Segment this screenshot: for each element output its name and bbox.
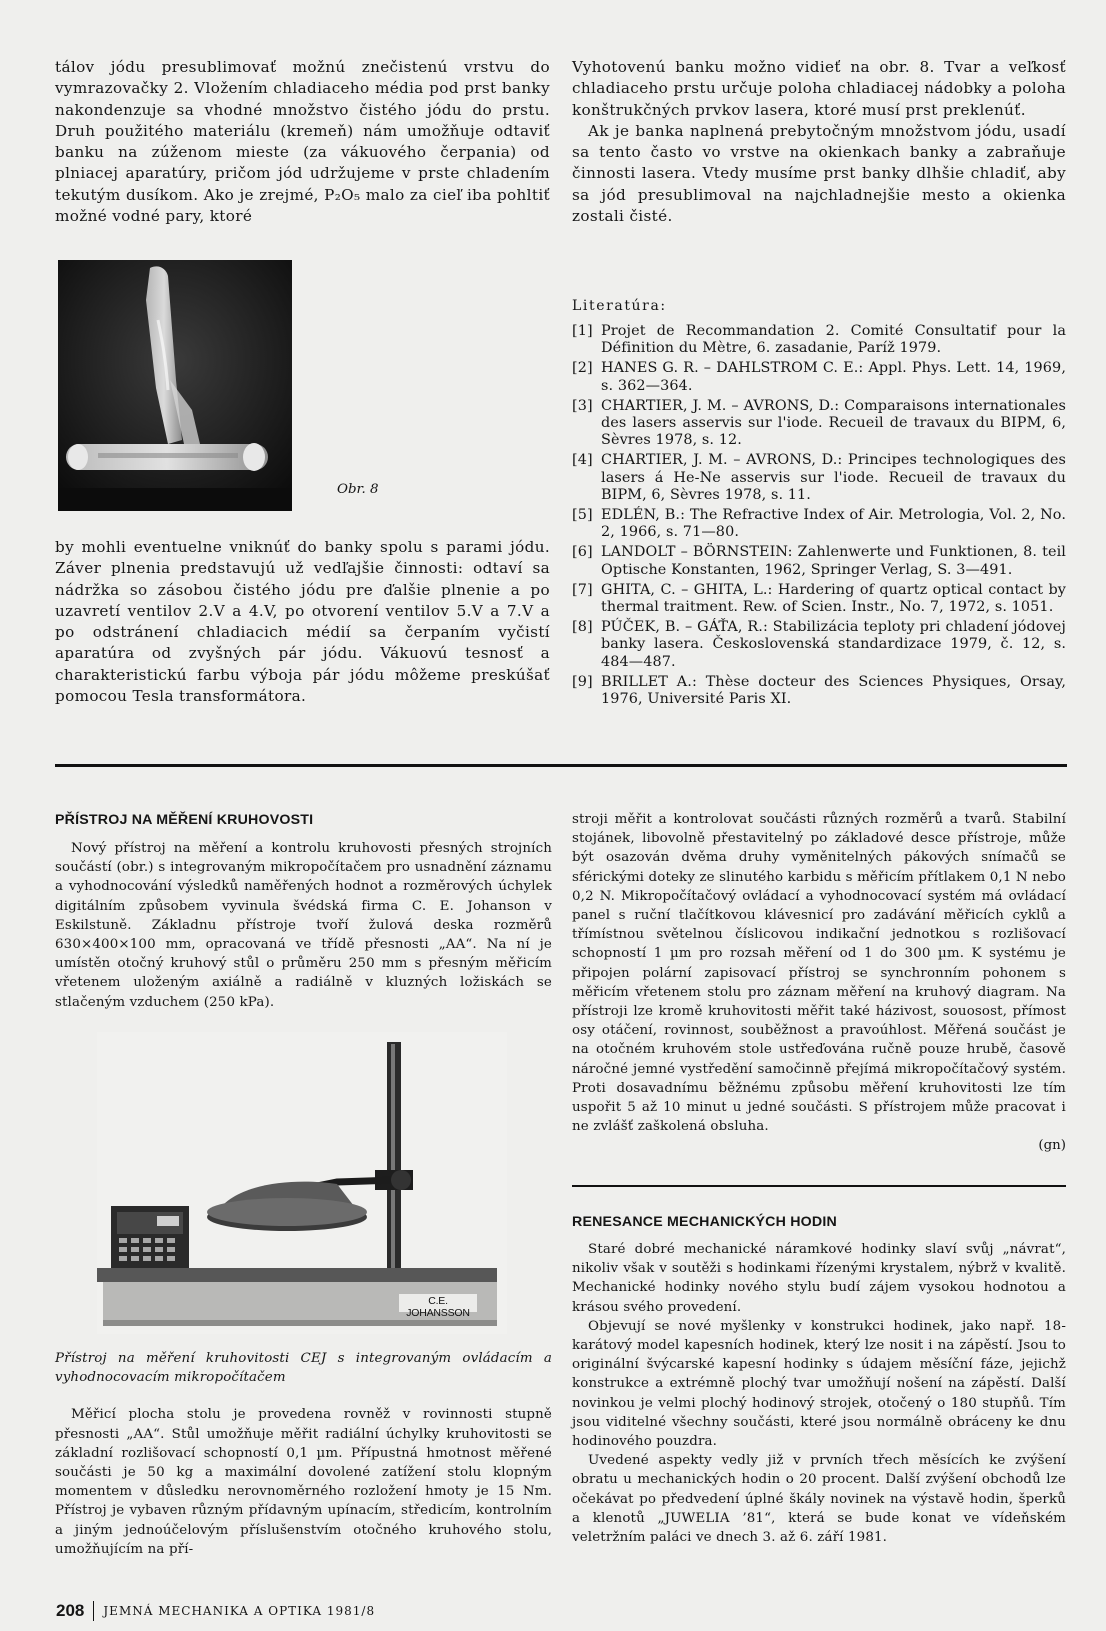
reference-number: [8]: [572, 619, 593, 636]
reference-number: [4]: [572, 452, 593, 469]
paragraph: Nový přístroj na měření a kontrolu kruhovosti přesných strojních součástí (obr.) s integrovaným mikropočítačem pro usnadnění záznamu a vyhodnocování výsledků naměřených hodnot a rozměrových úchylek digitálním způsobem vyvinula švédská firma C. E. Johanson v Eskilstuně. Základnu přístroje tvoří žulová deska rozměrů 630×400×100 mm, opracovaná ve třídě přesnosti „AA“. Na ní je umístěn otočný kruhový stůl o průměru 250 mm s přesným měřicím vřetenem uloženým axiálně a radiálně v kluzných ložiskách se stlačeným vzduchem (250 kPa).: [55, 841, 552, 1010]
literature-heading: Literatúra:: [572, 298, 667, 314]
reference-text: LANDOLT – BÖRNSTEIN: Zahlenwerte und Funktionen, 8. teil Optische Konstanten, 1962, Springer Verlag, S. 3—491.: [601, 544, 1066, 578]
reference-text: CHARTIER, J. M. – AVRONS, D.: Principes technologiques des lasers á He-Ne asservis sur l'iode. Recueil de travaux du BIPM, 6, Sèvres 1978, s. 11.: [601, 452, 1066, 503]
article-kruhovost-left: [55, 812, 552, 1012]
reference-number: [3]: [572, 397, 593, 414]
paragraph: Měřicí plocha stolu je provedena rovněž v rovinnosti stupně přesnosti „AA“. Stůl umožňuje měřit radiální úchylky kruhovitosti se základní rozlišovací schopností 0,1 µm. Přípustná hmotnost měřené součásti je 50 kg a maximální dovolené zatížení stolu klopným momentem v důsledku nerovnoměrného rozložení hmoty je 15 Nm. Přístroj je vybaven různým přídavným upínacím, středicím, kontrolním a jiným jednoúčelovým příslušenstvím otočného kruhového stolu, umožňujícím na pří-: [55, 1407, 552, 1557]
paragraph: Vyhotovenú banku možno vidieť na obr. 8. Tvar a veľkosť chladiaceho prstu určuje poloha chladiacej nádobky a poloha konštrukčných prvkov lasera, ktoré musí prst preklenúť.: [572, 58, 1066, 119]
reference-text: GHITA, C. – GHITA, L.: Hardering of quartz optical contact by thermal traitment. Rew. of Scien. Instr., No. 7, 1972, s. 1051.: [601, 581, 1066, 616]
top-right-column: [572, 57, 1066, 227]
roundness-instrument-photo: [97, 1032, 507, 1334]
journal-name: JEMNÁ MECHANIKA A OPTIKA 1981/8: [103, 1604, 376, 1618]
article-kruhovost-left-lower: [55, 1349, 552, 1559]
paragraph: by mohli eventuelne vniknúť do banky spolu s parami jódu. Záver plnenia predstavujú už vedľajšie činnosti: odtaví sa nádržka so zásobou čistého jódu pre ďalšie plnenie a po uzavretí ventilov 2.V a 4.V, po otvorení ventilov 5.V a 7.V a po odstránení chladiacich médií sa čerpaním vyčistí aparatúra od zvyšných pár jódu. Vákuovú tesnosť a charakteristickú farbu výboja pár jódu môžeme preskúšať pomocou Tesla transformátora.: [55, 538, 550, 706]
paragraph: stroji měřit a kontrolovat součásti různých rozměrů a tvarů. Stabilní stojánek, libovolně přestavitelný po základové desce přístroje, může být osazován dvěma druhy vyměnitelných pákových snímačů se sférickými doteky ze slinutého karbidu s měřicím přítlakem 0,1 N nebo 0,2 N. Mikropočítačový ovládací a vyhodnocovací systém má ovládací panel s ruční tlačítkovou klávesnicí pro zadávání měřicích cyklů a třímístnou světelnou číslicovou indikační jednotkou s rozlišovací schopností 1 µm pro rozsah měření od 1 do 300 µm. K systému je připojen polární zapisovací přístroj se synchronním pohonem s měřicím vřetenem stolu pro záznam měření na kruhový diagram. Na přístroji lze kromě kruhovitosti měřit také házivost, souosost, přímost osy otáčení, rovinnost, souběžnost a pravoúhlost. Měřená součást je na otočném kruhovém stole ustřeďována ručně pouze hrubě, časově náročné jemné vystředění samočinně přejímá mikropočítačový systém. Proti dosavadnímu běžnému způsobu měření kruhovitosti lze tím uspořit 5 až 10 minut u jedné součásti. S přístrojem může pracovat i ne zvlášť zaškolená obsluha.: [572, 812, 1066, 1135]
reference-text: EDLÉN, B.: The Refractive Index of Air. Metrologia, Vol. 2, No. 2, 1966, s. 71—80.: [601, 507, 1066, 541]
reference-item: [572, 507, 1066, 541]
reference-item: [572, 398, 1066, 450]
paragraph: Objevují se nové myšlenky v konstrukci hodinek, jako např. 18-karátový model kapesních hodinek, který lze nosit i na zápěstí. Jsou to originální švýcarské kapesní hodinky s údajem měsíční fáze, jejichž konstrukce a extrémně plochý tvar umožňují nošení na zápěstí. Další novinkou je velmi plochý hodinový strojek, otočený o 180 stupňů. Tím jsou viditelné všechny součásti, které jsou normálně obráceny ke dnu hodinového pouzdra.: [572, 1318, 1066, 1450]
reference-number: [5]: [572, 507, 593, 524]
section-divider: [55, 764, 1067, 767]
top-left-column: [55, 57, 550, 227]
reference-list: [572, 323, 1066, 708]
author-signature: (gn): [1038, 1138, 1066, 1154]
paragraph: Uvedené aspekty vedly již v prvních třech měsících ke zvýšení obratu u mechanických hodin o 20 procent. Další zvýšení obchodů lze očekávat po předvedení úplné škály novinek na výstavě hodin, šperků a klenotů „JUWELIA ’81“, která se bude konat ve vídeňském veletržním paláci ve dnech 3. až 6. září 1981.: [572, 1453, 1066, 1546]
article-title: RENESANCE MECHANICKÝCH HODIN: [572, 1214, 837, 1230]
top-left-column-continued: [55, 537, 550, 707]
reference-item: [572, 323, 1066, 357]
photo-caption: Přístroj na měření kruhovitosti CEJ s integrovaným ovládacím a vyhodnocovacím mikropočítačem: [55, 1351, 552, 1386]
reference-item: [572, 360, 1066, 394]
page-number: 208: [56, 1601, 85, 1620]
reference-text: BRILLET A.: Thèse docteur des Sciences Physiques, Orsay, 1976, Université Paris XI.: [601, 673, 1066, 708]
reference-text: PÚČEK, B. – GÁŤA, R.: Stabilizácia teploty pri chladení jódovej banky lasera. Československá standardizace 1979, č. 12, s. 484—487.: [601, 619, 1066, 670]
reference-number: [7]: [572, 581, 593, 598]
reference-text: Projet de Recommandation 2. Comité Consultatif pour la Définition du Mètre, 6. zasadanie, Paríž 1979.: [601, 323, 1066, 357]
reference-item: [572, 674, 1066, 708]
figure-8-label: Obr. 8: [337, 482, 379, 497]
iodine-cell-illustration: [58, 260, 292, 511]
paragraph: Ak je banka naplnená prebytočným množstvom jódu, usadí sa tento často vo vrstve na okienkach banky a zabraňuje činnosti lasera. Vtedy musíme prst banky dlhšie chladiť, aby sa jód presublimoval na najchladnejšie mesto a okienka zostali čisté.: [572, 121, 1066, 226]
reference-item: [572, 452, 1066, 504]
reference-item: [572, 582, 1066, 616]
article-title: PŘÍSTROJ NA MĚŘENÍ KRUHOVOSTI: [55, 812, 314, 828]
article-divider: [572, 1185, 1066, 1187]
page-footer: [56, 1601, 375, 1621]
photo-brand-label: C.E. JOHANSSON: [406, 1295, 470, 1319]
paragraph: Staré dobré mechanické náramkové hodinky slaví svůj „návrat“, nikoliv však v soutěži s hodinkami řízenými krystalem, nýbrž v kvalitě. Mechanické hodinky nového stylu budí zájem vysokou hodnotou a krásou svého provedení.: [572, 1242, 1066, 1315]
literature-section: [572, 298, 1066, 711]
footer-divider: [93, 1601, 94, 1621]
figure-8-iodine-cell-photo: [58, 260, 292, 511]
reference-number: [6]: [572, 544, 593, 561]
reference-item: [572, 619, 1066, 671]
article-kruhovost-right: [572, 810, 1066, 1155]
paragraph: tálov jódu presublimovať možnú znečistenú vrstvu do vymrazovačky 2. Vložením chladiaceho média pod prst banky nakondenzuje sa vhodné množstvo čistého jódu do prstu. Druh použitého materiálu (kremeň) nám umožňuje odtaviť banku na zúženom mieste (za vákuového čerpania) od plniacej aparatúry, pričom jód udržujeme v prste chladením tekutým dusíkom. Ako je zrejmé, P₂O₅ malo za cieľ iba pohltiť možné vodné pary, ktoré: [55, 58, 550, 226]
reference-number: [9]: [572, 673, 593, 690]
reference-text: HANES G. R. – DAHLSTROM C. E.: Appl. Phys. Lett. 14, 1969, s. 362—364.: [601, 360, 1066, 394]
reference-number: [1]: [572, 323, 593, 339]
reference-number: [2]: [572, 360, 593, 377]
reference-item: [572, 544, 1066, 578]
article-hodiny: [572, 1214, 1066, 1547]
reference-text: CHARTIER, J. M. – AVRONS, D.: Comparaisons internationales des lasers asservis sur l'iode. Recueil de travaux du BIPM, 6, Sèvres 1978, s. 12.: [601, 397, 1066, 449]
instrument-illustration: [97, 1032, 507, 1334]
